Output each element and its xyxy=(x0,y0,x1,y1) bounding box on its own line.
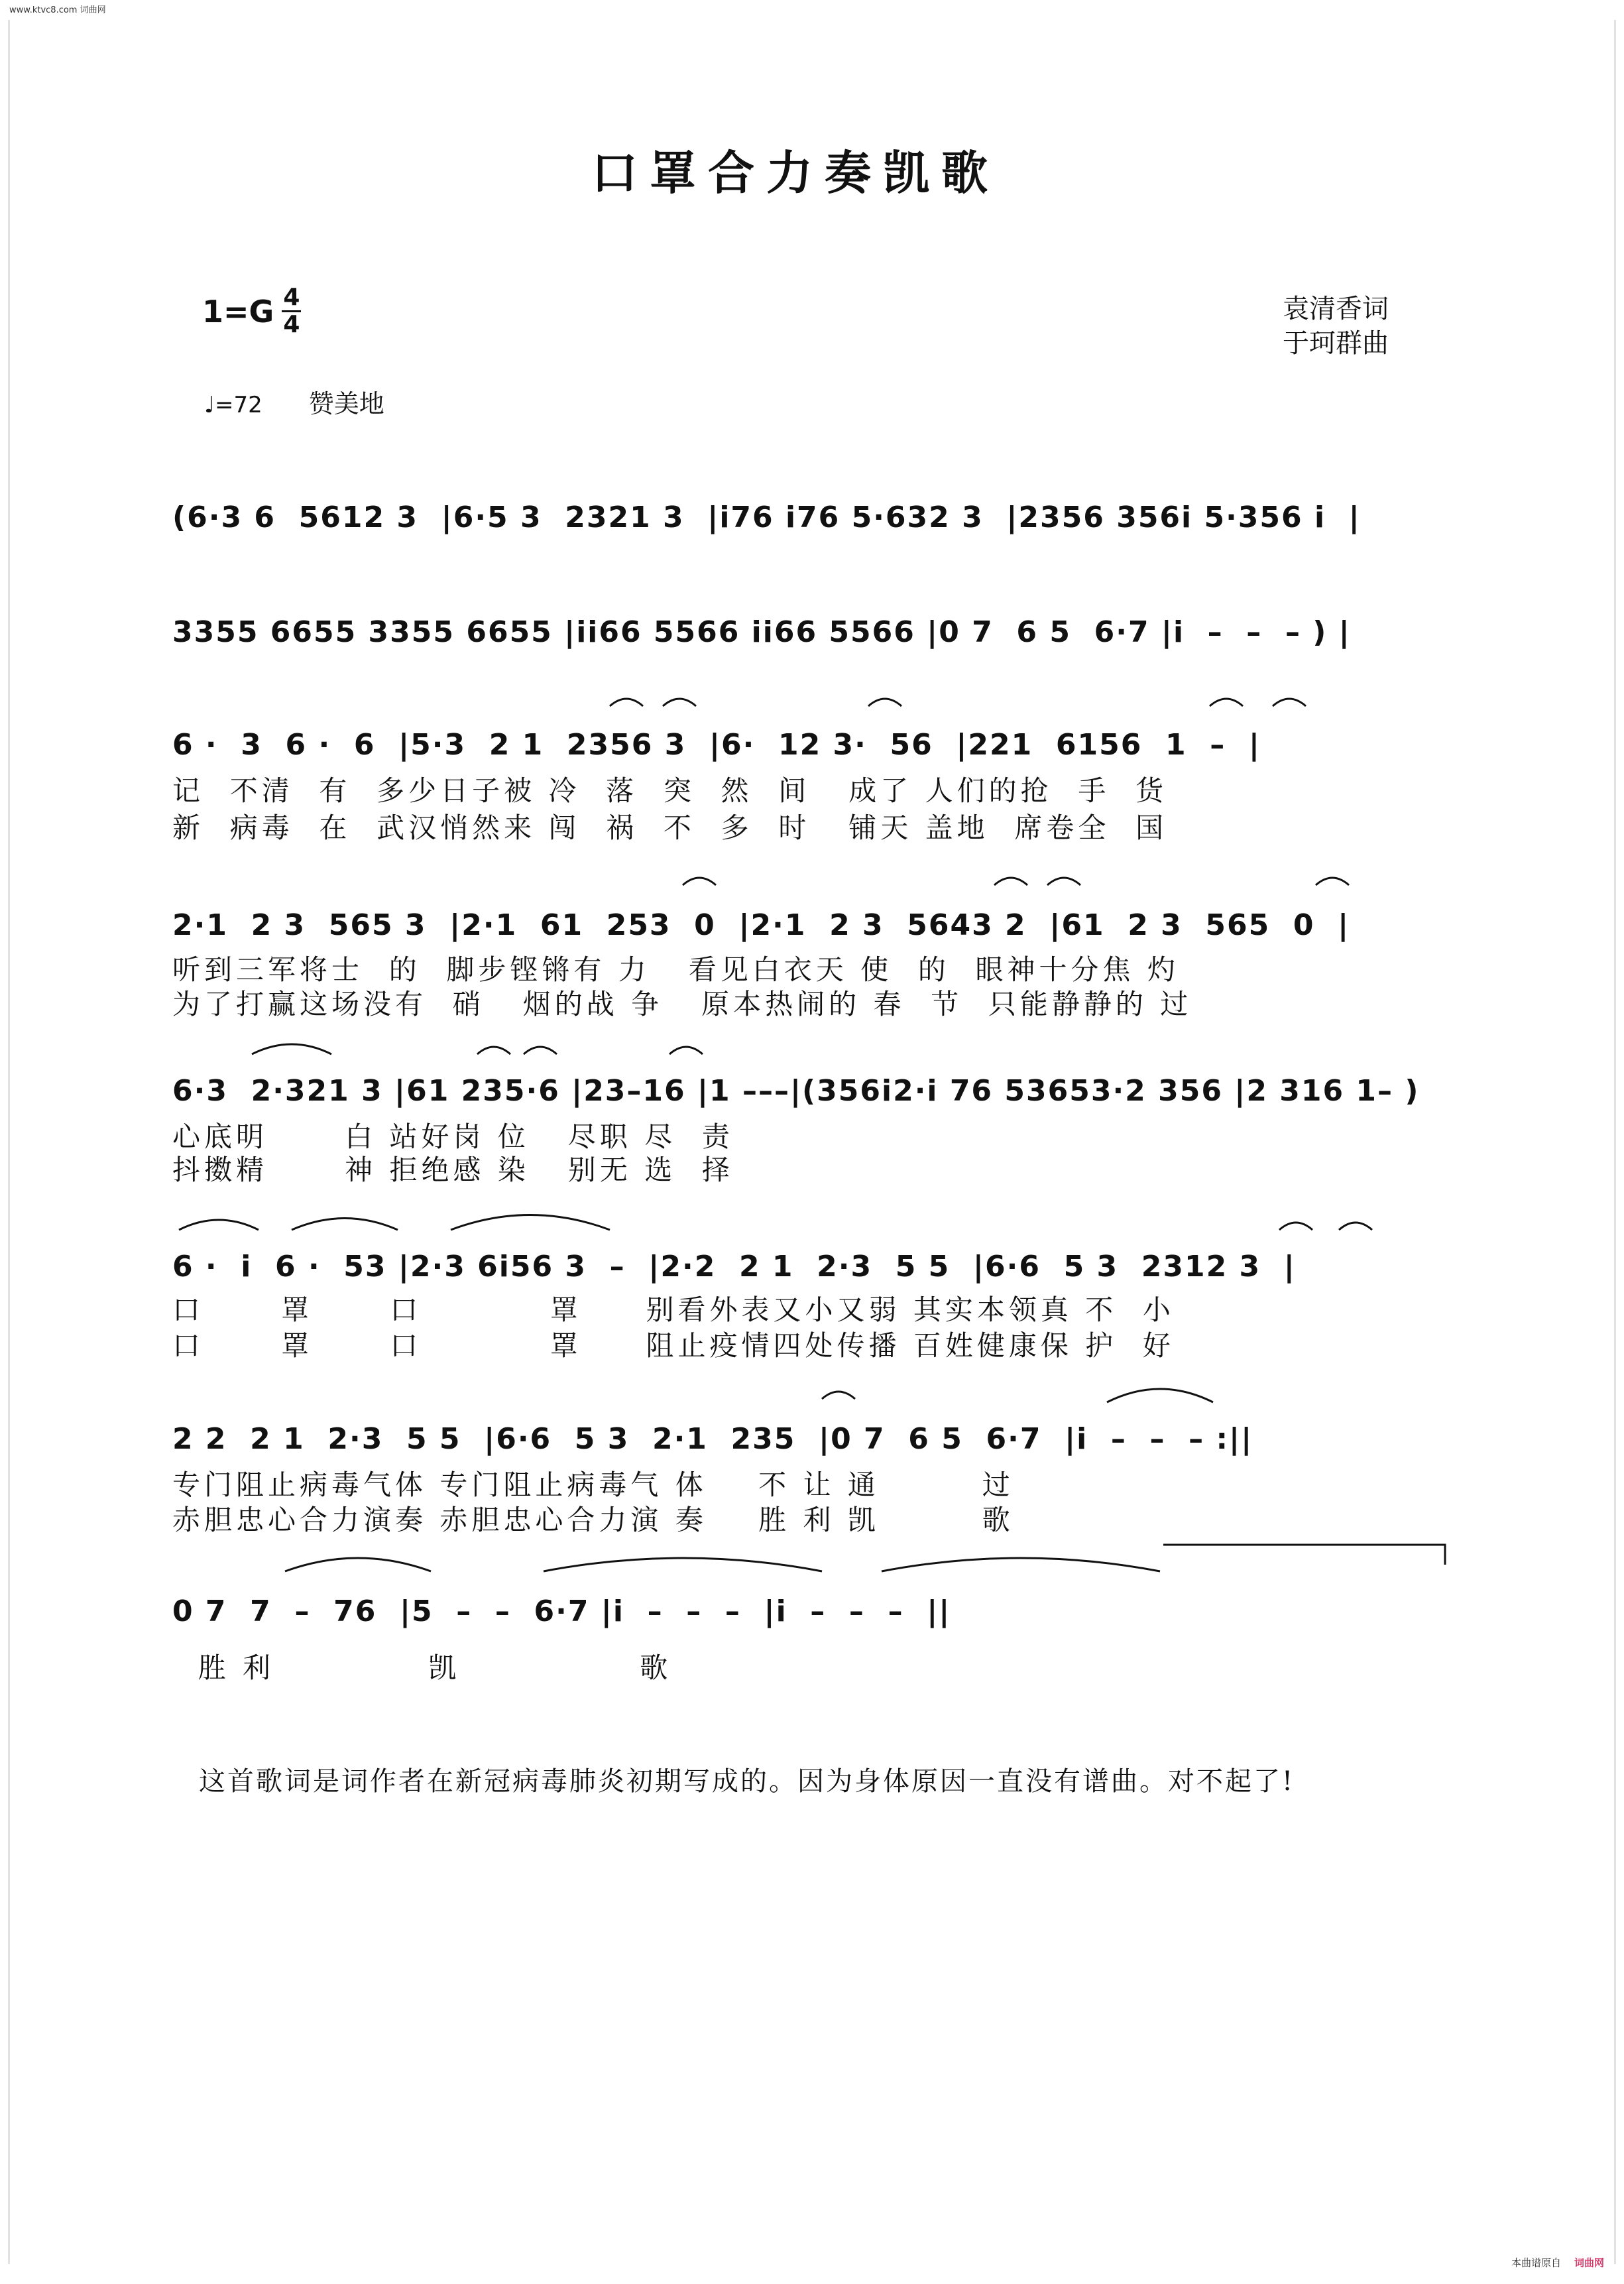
lyrics-verse-2: 抖擞精 神 拒绝感 染 别无 选 择 xyxy=(172,1154,734,1186)
lyrics-verse-1: 心底明 白 站好岗 位 尽职 尽 责 xyxy=(172,1120,734,1153)
footer-brand: 词曲网 xyxy=(1574,2257,1604,2269)
key-label: 1=G xyxy=(202,293,274,330)
tempo-value: ♩=72 xyxy=(204,392,262,418)
expression-mark: 赞美地 xyxy=(308,389,384,418)
notation-line: 3355 6655 3355 6655 |ii66 5566 ii66 5566 |0 7 6 5 6·7 |i – – – ) | xyxy=(172,615,1351,649)
notation-line: 2·1 2 3 565 3 |2·1 61 253 0 |2·1 2 3 5643 2 |61 2 3 565 0 | xyxy=(172,908,1350,942)
lyrics-verse-1: 口 罩 口 罩 别看外表又小又弱 其实本领真 不 小 xyxy=(172,1293,1175,1326)
lyrics-verse-1: 记 不清 有 多少日子被 冷 落 突 然 间 成了 人们的抢 手 货 xyxy=(172,774,1168,807)
time-bottom: 4 xyxy=(283,311,300,338)
lyrics-verse-2: 新 病毒 在 武汉悄然来 闯 祸 不 多 时 铺天 盖地 席卷全 国 xyxy=(172,811,1168,844)
notation-line: 6 · 3 6 · 6 |5·3 2 1 2356 3 |6· 12 3· 56 |221 6156 1 – | xyxy=(172,728,1261,762)
composer-remark: 这首歌词是词作者在新冠病毒肺炎初期写成的。因为身体原因一直没有谱曲。对不起了! xyxy=(199,1766,1295,1797)
lyrics-verse-1: 专门阻止病毒气体 专门阻止病毒气 体 不 让 通 过 xyxy=(172,1469,1014,1501)
lyricist: 袁清香词 xyxy=(1283,294,1389,324)
time-top: 4 xyxy=(283,284,300,311)
lyrics-verse-2: 口 罩 口 罩 阻止疫情四处传播 百姓健康保 护 好 xyxy=(172,1329,1175,1362)
notation-line: 0 7 7 – 76 |5 – – 6·7 |i – – – |i – – – || xyxy=(172,1594,951,1628)
notation-line: 6·3 2·321 3 |61 235·6 |23–16 |1 –––|(356i2·i 76 53653·2 356 |2 316 1– ) xyxy=(172,1074,1420,1108)
lyrics-verse-2: 赤胆忠心合力演奏 赤胆忠心合力演 奏 胜 利 凯 歌 xyxy=(172,1504,1014,1536)
lyrics-verse-1: 胜 利 凯 歌 xyxy=(172,1652,672,1684)
footer-text: 本曲谱原自 xyxy=(1511,2257,1561,2269)
notation-line: (6·3 6 5612 3 |6·5 3 2321 3 |i76 i76 5·632 3 |2356 356i 5·356 i | xyxy=(172,501,1361,534)
footer-credit xyxy=(1511,2255,1604,2269)
lyrics-verse-2: 为了打赢这场没有 硝 烟的战 争 原本热闹的 春 节 只能静静的 过 xyxy=(172,988,1192,1020)
notation-line: 6 · i 6 · 53 |2·3 6i56 3 – |2·2 2 1 2·3 5 5 |6·6 5 3 2312 3 | xyxy=(172,1250,1296,1284)
composer: 于珂群曲 xyxy=(1283,328,1389,359)
lyrics-verse-1: 听到三军将士 的 脚步铿锵有 力 看见白衣天 使 的 眼神十分焦 灼 xyxy=(172,953,1179,986)
song-title: 口罩合力奏凯歌 xyxy=(591,145,1000,200)
site-watermark: www.ktvc8.com 词曲网 xyxy=(9,5,106,15)
notation-line: 2 2 2 1 2·3 5 5 |6·6 5 3 2·1 235 |0 7 6 5 6·7 |i – – – :|| xyxy=(172,1422,1253,1456)
